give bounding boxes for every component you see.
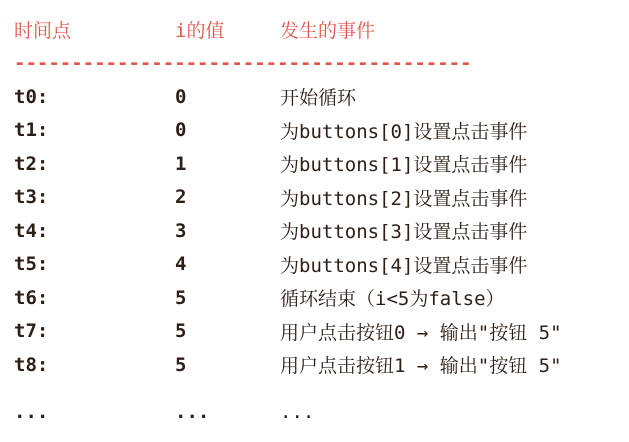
table-header [14,13,629,47]
header-col-time: 时间点 [14,20,72,43]
table-row [14,114,629,148]
table-row [14,181,629,215]
row-i-value: 5 [175,320,187,343]
row-i-value: 5 [175,353,187,376]
table-row [14,281,629,315]
row-event-text: 为buttons[3]设置点击事件 [280,221,528,244]
row-time-label: t6: [14,286,49,309]
row-i-value: 2 [175,186,187,209]
row-event-text: 为buttons[0]设置点击事件 [280,120,528,143]
table-row [14,248,629,282]
row-time-label: t8: [14,353,49,376]
row-event-text: 开始循环 [280,87,357,110]
row-event-text: 为buttons[4]设置点击事件 [280,254,528,277]
table-row [14,214,629,248]
row-time-label: t4: [14,219,49,242]
row-time-label: t5: [14,253,49,276]
row-i-value: 0 [175,85,187,108]
table-row [14,315,629,349]
row-time-label: t3: [14,186,49,209]
table-row [14,147,629,181]
row-time-label: t0: [14,85,49,108]
row-event-text: 循环结束（i<5为false） [280,288,505,311]
row-i-value: 5 [175,286,187,309]
row-i-value: 4 [175,253,187,276]
header-col-value: i的值 [175,20,225,43]
row-event-text: 用户点击按钮0 → 输出"按钮 5" [280,321,562,344]
table-row [14,348,629,382]
header-col-event: 发生的事件 [280,20,376,43]
row-event-text: 用户点击按钮1 → 输出"按钮 5" [280,355,562,378]
row-i-value: 3 [175,219,187,242]
row-i-value: 1 [175,152,187,175]
table-row [14,80,629,114]
table-row [14,396,629,430]
row-time-label: t1: [14,119,49,142]
row-time-label: ... [14,401,49,424]
row-i-value: 0 [175,119,187,142]
separator-dashed-line: ---------------------------------------- [14,52,472,75]
row-event-text: ... [280,401,315,424]
row-event-text: 为buttons[2]设置点击事件 [280,187,528,210]
row-time-label: t7: [14,320,49,343]
table-rows [14,80,629,429]
row-event-text: 为buttons[1]设置点击事件 [280,154,528,177]
row-time-label: t2: [14,152,49,175]
row-i-value: ... [175,401,210,424]
